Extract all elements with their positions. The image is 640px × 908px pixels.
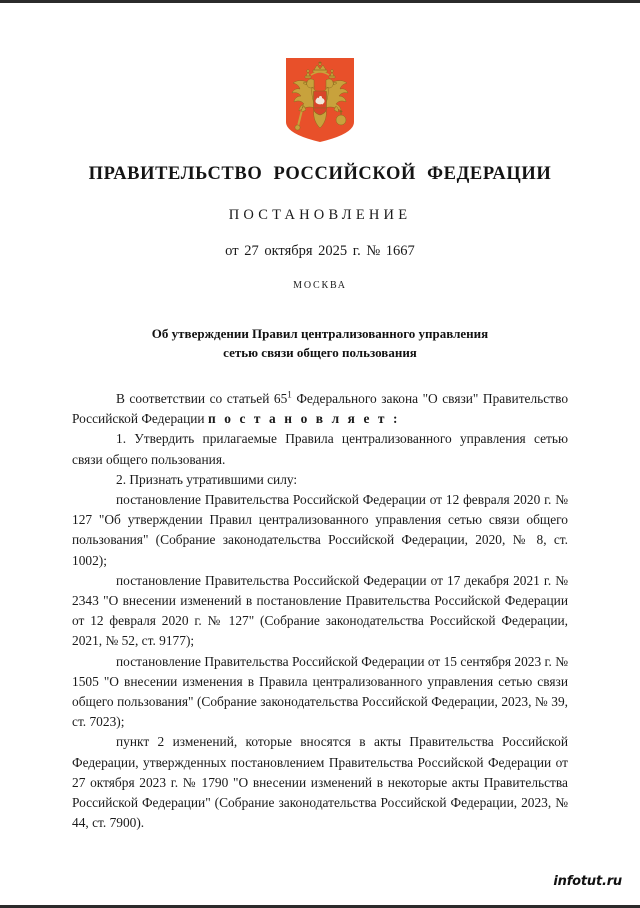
resolves-keyword: п о с т а н о в л я е т : (207, 411, 401, 427)
article-superscript: 1 (287, 389, 292, 400)
subject-line-1: Об утверждении Правил централизованного управления (151, 326, 489, 341)
paragraph-repeal-2: постановление Правительства Российской Федерации от 17 декабря 2021 г. № 2343 "О внесении изменений в постановление Правительства Российской Федерации от 12 февраля 2020 г. № 127" (Собрание законодательства Российской Федерации, 2021, № 52, ст. 9177); (72, 572, 568, 649)
preamble-text-2: Федерального закона "О связи" Правительство Российской Федерации (72, 391, 569, 427)
paragraph-repeal-1: постановление Правительства Российской Федерации от 12 февраля 2020 г. № 127 "Об утверждении Правил централизованного управления сетью связи общего пользования" (Собрание законодательства Российской Федерации, 2020, № 8, ст. 1002); (72, 492, 568, 568)
paragraph-repeal-3: постановление Правительства Российской Федерации от 15 сентября 2023 г. № 1505 "О внесении изменения в Правила централизованного управления сетью связи общего пользования" (Собрание законодательства Российской Федерации, 2023, № 39, ст. 7023); (72, 653, 568, 730)
paragraph-item-2-intro: 2. Признать утратившими силу: (116, 471, 298, 487)
preamble-text-1: В соответствии со статьей 65 (116, 391, 288, 406)
document-kind: ПОСТАНОВЛЕНИЕ (228, 207, 412, 224)
government-title: ПРАВИТЕЛЬСТВО РОССИЙСКОЙ ФЕДЕРАЦИИ (88, 164, 552, 184)
emblem-container (0, 58, 640, 142)
paragraph-repeal-4: пункт 2 изменений, которые вносятся в акты Правительства Российской Федерации, утвержденных постановлением Правительства Российской Федерации от 27 октября 2023 г. № 1790 "О внесении изменений в некоторые акты Правительства Российской Федерации" (Собрание законодательства Российской Федерации, 2023, № 44, ст. 7900). (72, 734, 568, 831)
document-header (0, 163, 640, 291)
document-subject (72, 325, 568, 363)
coat-of-arms-icon (284, 58, 356, 142)
watermark-infotut: infotut.ru (553, 874, 622, 889)
paragraph-item-1: 1. Утвердить прилагаемые Правила централизованного управления сетью связи общего пользования. (72, 431, 568, 467)
subject-line-2: сетью связи общего пользования (223, 344, 417, 360)
document-date-number: от 27 октября 2025 г. № 1667 (225, 243, 415, 260)
paragraph-preamble (72, 389, 568, 429)
document-city: МОСКВА (293, 280, 347, 292)
document-body (72, 389, 568, 833)
